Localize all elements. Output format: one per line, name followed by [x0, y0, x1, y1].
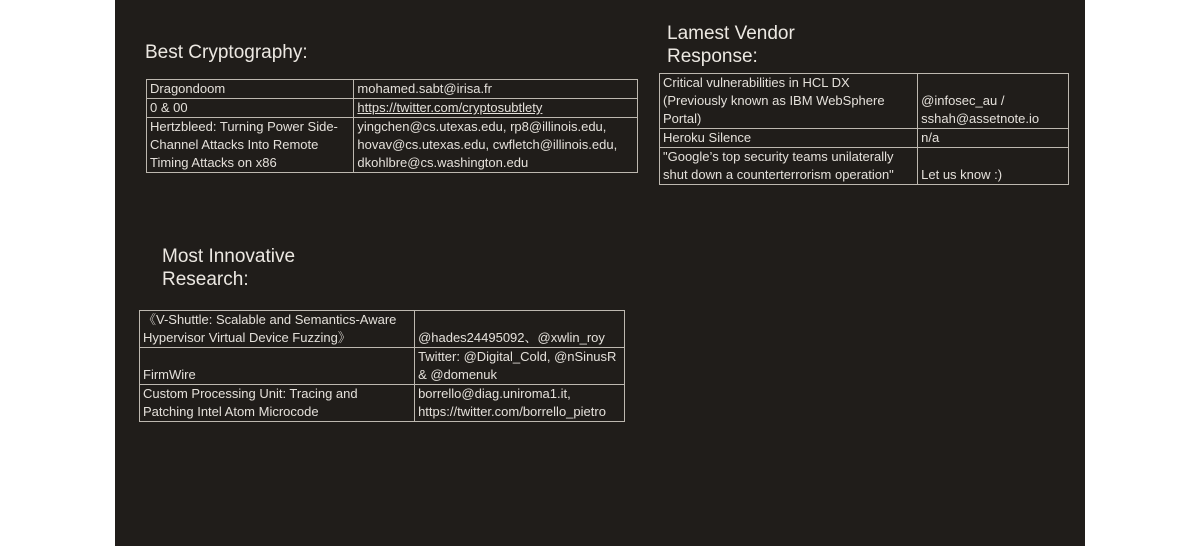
- nominee-name: 《V-Shuttle: Scalable and Semantics-Aware Hypervisor Virtual Device Fuzzing》: [140, 311, 415, 348]
- nominee-contact: n/a: [918, 129, 1069, 148]
- table-row: [660, 74, 1069, 129]
- nominee-contact: Let us know :): [918, 148, 1069, 185]
- lamest-vendor-heading: Lamest Vendor Response:: [667, 23, 795, 67]
- best-cryptography-heading: Best Cryptography:: [145, 42, 308, 63]
- table-row: [660, 148, 1069, 185]
- table-row: [140, 311, 625, 348]
- nominee-name: 0 & 00: [147, 99, 354, 118]
- nominee-contact: @hades24495092、@xwlin_roy: [415, 311, 625, 348]
- nominee-contact: yingchen@cs.utexas.edu, rp8@illinois.edu, hovav@cs.utexas.edu, cwfletch@illinois.edu, dkohlbre@cs.washington.edu: [354, 118, 638, 173]
- nominee-name: Dragondoom: [147, 80, 354, 99]
- table-row: [147, 118, 638, 173]
- most-innovative-heading: Most Innovative Research:: [162, 246, 296, 290]
- nominee-name: Heroku Silence: [660, 129, 918, 148]
- table-row: [147, 80, 638, 99]
- table-row: [660, 129, 1069, 148]
- nominee-name: Critical vulnerabilities in HCL DX (Previously known as IBM WebSphere Portal): [660, 74, 918, 129]
- nominee-name: Custom Processing Unit: Tracing and Patching Intel Atom Microcode: [140, 385, 415, 422]
- nominee-contact: Twitter: @Digital_Cold, @nSinusR & @domenuk: [415, 348, 625, 385]
- table-row: [147, 99, 638, 118]
- nominee-name: "Google’s top security teams unilaterally shut down a counterterrorism operation": [660, 148, 918, 185]
- best-cryptography-table: [146, 79, 638, 173]
- table-row: [140, 348, 625, 385]
- nominee-contact: mohamed.sabt@irisa.fr: [354, 80, 638, 99]
- most-innovative-table: [139, 310, 625, 422]
- nominee-name: Hertzbleed: Turning Power Side-Channel Attacks Into Remote Timing Attacks on x86: [147, 118, 354, 173]
- presentation-slide: [115, 0, 1085, 546]
- nominee-name: FirmWire: [140, 348, 415, 385]
- nominee-contact: borrello@diag.uniroma1.it, https://twitter.com/borrello_pietro: [415, 385, 625, 422]
- nominee-contact: @infosec_au / sshah@assetnote.io: [918, 74, 1069, 129]
- nominee-contact-link[interactable]: https://twitter.com/cryptosubtlety: [354, 99, 638, 118]
- table-row: [140, 385, 625, 422]
- lamest-vendor-table: [659, 73, 1069, 185]
